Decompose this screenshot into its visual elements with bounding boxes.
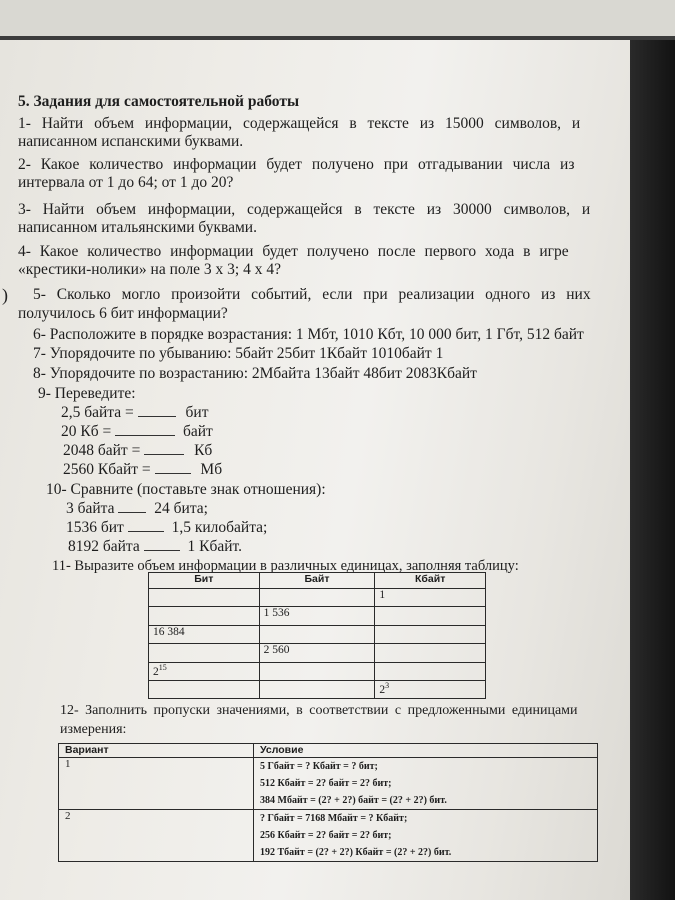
compare-left: 1536 бит bbox=[66, 519, 124, 536]
compare-right: 24 бита; bbox=[154, 500, 208, 517]
table-row bbox=[149, 589, 486, 607]
task-4-line-2: «крестики-нолики» на поле 3 х 3; 4 х 4? bbox=[18, 261, 281, 278]
task-2-line-2: интервала от 1 до 64; от 1 до 20? bbox=[18, 174, 234, 191]
compare-left: 3 байта bbox=[66, 500, 115, 517]
convert-left: 20 Кб = bbox=[61, 423, 112, 440]
table-cell[interactable]: 16 384 bbox=[149, 626, 260, 644]
table-cell[interactable] bbox=[375, 626, 486, 644]
table-cell[interactable] bbox=[149, 681, 260, 699]
table-cell[interactable] bbox=[259, 626, 375, 644]
table-row bbox=[149, 663, 486, 681]
answer-blank[interactable] bbox=[144, 442, 184, 455]
convert-left: 2560 Кбайт = bbox=[63, 461, 151, 478]
power-exponent: 15 bbox=[158, 663, 167, 672]
table-header-row bbox=[149, 573, 486, 589]
condition-line: ? Гбайт = 7168 Мбайт = ? Кбайт; bbox=[260, 813, 408, 824]
condition-line: 512 Кбайт = 2? байт = 2? бит; bbox=[260, 778, 392, 789]
table-cell[interactable]: 1 536 bbox=[259, 607, 375, 626]
variant-header-row bbox=[59, 744, 598, 758]
answer-blank[interactable] bbox=[144, 538, 180, 551]
convert-row bbox=[61, 404, 209, 422]
compare-row bbox=[68, 538, 242, 556]
margin-bracket-mark: ) bbox=[2, 285, 8, 305]
table-cell[interactable]: 1 bbox=[375, 589, 486, 607]
convert-left: 2048 байт = bbox=[63, 442, 141, 459]
convert-row bbox=[63, 461, 222, 479]
table-cell[interactable] bbox=[375, 663, 486, 681]
task-8: 8- Упорядочите по возрастанию: 2Мбайта 13байт 48бит 2083Кбайт bbox=[33, 365, 477, 382]
task-12-line-2: измерения: bbox=[60, 722, 127, 737]
compare-left: 8192 байта bbox=[68, 538, 140, 555]
task-9: 9- Переведите: bbox=[38, 385, 136, 402]
table-row bbox=[149, 607, 486, 626]
task-3-line-2: написанном итальянскими буквами. bbox=[18, 219, 257, 236]
variant-conditions bbox=[254, 758, 598, 810]
header-variant: Вариант bbox=[59, 744, 254, 758]
section-heading: 5. Задания для самостоятельной работы bbox=[18, 93, 300, 110]
answer-blank[interactable] bbox=[115, 423, 175, 436]
convert-right: Мб bbox=[200, 461, 223, 478]
compare-right: 1,5 килобайта; bbox=[171, 519, 268, 536]
convert-row bbox=[63, 442, 212, 460]
convert-left: 2,5 байта = bbox=[61, 404, 134, 421]
task-5-line-2: получилось 6 бит информации? bbox=[18, 305, 228, 322]
table-cell[interactable] bbox=[259, 589, 375, 607]
condition-line: 384 Мбайт = (2? + 2?) байт = (2? + 2?) бит. bbox=[260, 795, 447, 806]
table-cell[interactable] bbox=[149, 663, 260, 681]
power-base: 2 bbox=[153, 665, 159, 678]
table-row bbox=[149, 681, 486, 699]
task-1-line-2: написанном испанскими буквами. bbox=[18, 133, 244, 150]
answer-blank[interactable] bbox=[128, 519, 164, 532]
variant-number: 1 bbox=[59, 758, 254, 810]
table-row bbox=[149, 626, 486, 644]
condition-line: 5 Гбайт = ? Кбайт = ? бит; bbox=[260, 761, 378, 772]
answer-blank[interactable] bbox=[118, 500, 146, 513]
table-cell[interactable] bbox=[375, 644, 486, 663]
table-cell[interactable] bbox=[149, 607, 260, 626]
task-7: 7- Упорядочите по убыванию: 5байт 25бит 1Кбайт 1010байт 1 bbox=[33, 345, 444, 362]
table-cell[interactable]: 2 560 bbox=[259, 644, 375, 663]
convert-right: байт bbox=[182, 423, 213, 440]
task-3-line-1: 3- Найти объем информации, содержащейся в тексте из 30000 символов, и bbox=[18, 201, 591, 218]
compare-row bbox=[66, 519, 267, 537]
header-kbyte: Кбайт bbox=[375, 573, 486, 589]
task-11: 11- Выразите объем информации в различных единицах, заполняя таблицу: bbox=[52, 558, 519, 574]
compare-right: 1 Кбайт. bbox=[187, 538, 243, 555]
convert-right: Кб bbox=[194, 442, 213, 459]
variant-table bbox=[58, 743, 598, 862]
monitor-right-bezel bbox=[630, 40, 675, 900]
variant-row bbox=[59, 758, 598, 810]
condition-line: 256 Кбайт = 2? байт = 2? бит; bbox=[260, 830, 392, 841]
document-page bbox=[0, 40, 630, 900]
convert-right: бит bbox=[185, 404, 209, 421]
units-table bbox=[148, 572, 486, 699]
table-cell[interactable] bbox=[259, 681, 375, 699]
table-cell[interactable] bbox=[375, 681, 486, 699]
task-10: 10- Сравните (поставьте знак отношения): bbox=[46, 481, 326, 498]
table-cell[interactable] bbox=[375, 607, 486, 626]
variant-number: 2 bbox=[59, 810, 254, 862]
header-bit: Бит bbox=[149, 573, 260, 589]
task-4-line-1: 4- Какое количество информации будет получено после первого хода в игре bbox=[18, 243, 569, 260]
answer-blank[interactable] bbox=[155, 461, 191, 474]
task-2-line-1: 2- Какое количество информации будет получено при отгадывании числа из bbox=[18, 156, 575, 173]
task-6: 6- Расположите в порядке возрастания: 1 Мбт, 1010 Кбт, 10 000 бит, 1 Гбт, 512 байт bbox=[33, 326, 584, 343]
task-12-line-1: 12- Заполнить пропуски значениями, в соответствии с предложенными единицами bbox=[60, 703, 578, 718]
condition-line: 192 Тбайт = (2? + 2?) Кбайт = (2? + 2?) бит. bbox=[260, 847, 452, 858]
table-row bbox=[149, 644, 486, 663]
table-cell[interactable] bbox=[149, 589, 260, 607]
variant-row bbox=[59, 810, 598, 862]
header-condition: Условие bbox=[254, 744, 598, 758]
task-5-line-1: 5- Сколько могло произойти событий, если при реализации одного из них bbox=[33, 286, 591, 303]
answer-blank[interactable] bbox=[138, 404, 176, 417]
header-byte: Байт bbox=[259, 573, 375, 589]
table-cell[interactable] bbox=[149, 644, 260, 663]
power-base: 2 bbox=[379, 683, 386, 696]
compare-row bbox=[66, 500, 208, 518]
convert-row bbox=[61, 423, 213, 441]
variant-conditions bbox=[254, 810, 598, 862]
power-exponent: 3 bbox=[385, 681, 390, 690]
task-1-line-1: 1- Найти объем информации, содержащейся в тексте из 15000 символов, и bbox=[18, 115, 581, 132]
monitor-top-bezel bbox=[0, 0, 675, 40]
table-cell[interactable] bbox=[259, 663, 375, 681]
